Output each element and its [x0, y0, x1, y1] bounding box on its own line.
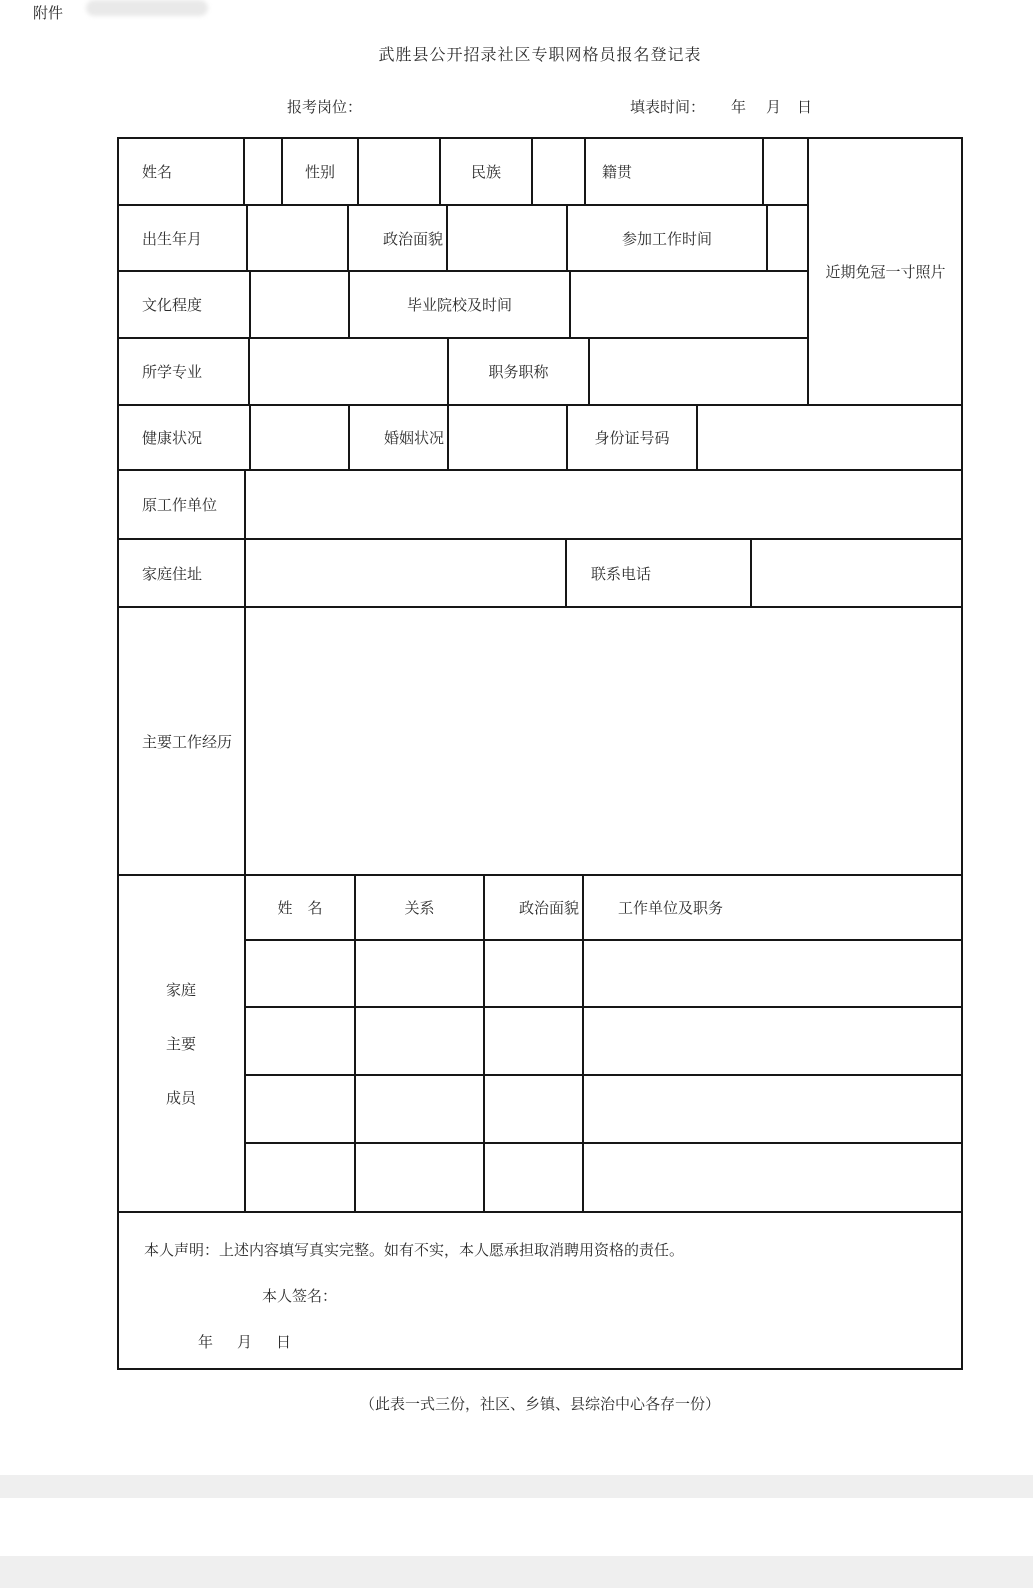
bottom-gray-band-1 [0, 1475, 1033, 1498]
attachment-label: 附件 [33, 5, 64, 22]
declaration-section [117, 1212, 963, 1370]
family-cell-workunit-2 [583, 1007, 963, 1075]
field-label-graduate-school: 毕业院校及时间 [349, 271, 570, 338]
field-value-contact-phone [751, 539, 963, 607]
day-label: 日 [797, 99, 813, 116]
family-group-label [117, 875, 245, 1212]
declaration-month-label: 月 [237, 1334, 253, 1351]
footer-note: （此表一式三份，社区、乡镇、县综治中心各存一份） [359, 1396, 720, 1413]
field-value-political-status [447, 205, 567, 271]
family-cell-relation-4 [355, 1143, 484, 1212]
fill-time-line [630, 96, 812, 117]
field-value-marital-status [448, 405, 567, 470]
family-cell-workunit-3 [583, 1075, 963, 1143]
field-value-ethnicity [532, 137, 585, 205]
field-value-major [249, 338, 448, 405]
registration-table [117, 137, 963, 1370]
field-value-birth-date [247, 205, 348, 271]
field-label-health: 健康状况 [117, 405, 250, 470]
field-value-health [250, 405, 349, 470]
declaration-date-line [198, 1331, 291, 1352]
field-label-marital-status: 婚姻状况 [349, 405, 448, 470]
family-cell-workunit-1 [583, 940, 963, 1007]
family-col-header-relation: 关系 [355, 875, 484, 940]
family-col-header-political: 政治面貌 [484, 875, 583, 940]
page-title: 武胜县公开招录社区专职网格员报名登记表 [378, 47, 702, 64]
field-label-name: 姓名 [117, 137, 244, 205]
field-value-gender [358, 137, 440, 205]
field-value-work-start-time [767, 205, 808, 271]
field-label-work-start-time: 参加工作时间 [567, 205, 767, 271]
field-label-home-address: 家庭住址 [117, 539, 245, 607]
family-cell-relation-1 [355, 940, 484, 1007]
family-group-line-2: 主要 [165, 1036, 196, 1053]
field-label-former-employer: 原工作单位 [117, 470, 245, 539]
field-label-native-place: 籍贯 [585, 137, 763, 205]
field-value-native-place [763, 137, 808, 205]
field-label-education-level: 文化程度 [117, 271, 250, 338]
field-label-work-experience: 主要工作经历 [117, 607, 245, 875]
family-cell-political-1 [484, 940, 583, 1007]
family-col-header-workunit: 工作单位及职务 [583, 875, 963, 940]
declaration-statement: 本人声明：上述内容填写真实完整。如有不实，本人愿承担取消聘用资格的责任。 [144, 1242, 685, 1259]
month-label: 月 [766, 99, 782, 116]
family-cell-political-2 [484, 1007, 583, 1075]
fill-time-label: 填表时间： [630, 99, 706, 116]
field-value-name [244, 137, 282, 205]
family-cell-workunit-4 [583, 1143, 963, 1212]
declaration-day-label: 日 [276, 1334, 292, 1351]
field-label-major: 所学专业 [117, 338, 249, 405]
field-value-home-address [245, 539, 566, 607]
field-value-post-title [589, 338, 808, 405]
field-value-work-experience [245, 607, 963, 875]
field-value-former-employer [245, 470, 963, 539]
apply-position-label: 报考岗位： [287, 99, 363, 116]
year-label: 年 [731, 99, 747, 116]
family-cell-name-3 [245, 1075, 355, 1143]
field-label-ethnicity: 民族 [440, 137, 532, 205]
field-label-post-title: 职务职称 [448, 338, 589, 405]
field-value-id-number [697, 405, 963, 470]
family-cell-relation-3 [355, 1075, 484, 1143]
family-col-header-name: 姓 名 [245, 875, 355, 940]
bottom-gray-band-2 [0, 1556, 1033, 1588]
field-label-contact-phone: 联系电话 [566, 539, 751, 607]
redacted-blur [86, 0, 208, 16]
family-cell-name-4 [245, 1143, 355, 1212]
family-group-line-1: 家庭 [165, 982, 196, 999]
signature-label: 本人签名： [262, 1288, 338, 1305]
family-cell-name-2 [245, 1007, 355, 1075]
declaration-year-label: 年 [198, 1334, 214, 1351]
family-cell-political-3 [484, 1075, 583, 1143]
field-value-education-level [250, 271, 349, 338]
field-label-id-number: 身份证号码 [567, 405, 697, 470]
field-label-gender: 性别 [282, 137, 358, 205]
field-value-graduate-school [570, 271, 808, 338]
field-label-birth-date: 出生年月 [117, 205, 247, 271]
photo-area: 近期免冠一寸照片 [808, 137, 963, 405]
family-cell-relation-2 [355, 1007, 484, 1075]
family-group-line-3: 成员 [165, 1090, 196, 1107]
family-cell-political-4 [484, 1143, 583, 1212]
field-label-political-status: 政治面貌 [348, 205, 447, 271]
family-cell-name-1 [245, 940, 355, 1007]
